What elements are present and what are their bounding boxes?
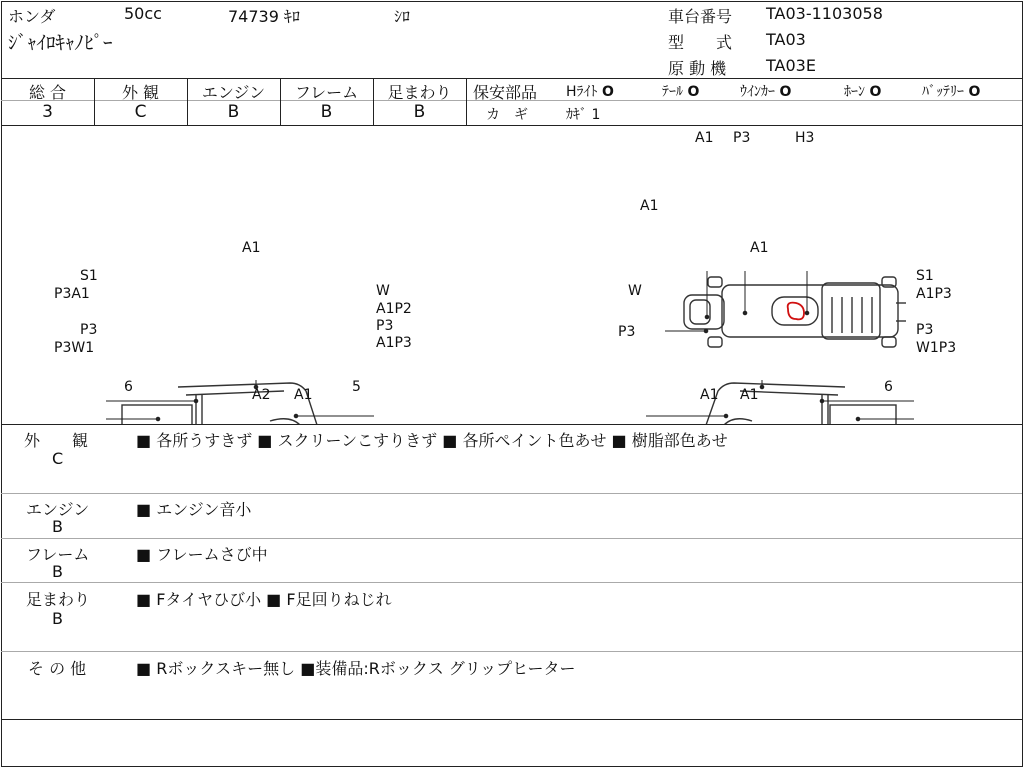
left-label-a1-bottom: A1 — [294, 387, 313, 403]
divider — [1, 424, 1022, 425]
top-label-a1-side: A1 — [640, 198, 659, 214]
divider — [1, 78, 1022, 79]
right-label-w1p3: W1P3 — [916, 340, 957, 356]
remark-grade-engine: B — [52, 517, 63, 536]
remark-label-frame: フレーム — [26, 545, 90, 564]
remark-label-suspension: 足まわり — [26, 590, 91, 609]
right-label-p3-left: P3 — [618, 324, 636, 340]
displacement: 50cc — [124, 4, 162, 23]
remark-text-other: ■ Rボックスキー無し ■装備品:Rボックス グリップヒーター — [136, 659, 576, 678]
left-label-p3-mid: P3 — [376, 318, 394, 334]
left-label-p3: P3 — [80, 322, 98, 338]
remark-grade-frame: B — [52, 562, 63, 581]
left-label-p3a1: P3A1 — [54, 286, 90, 302]
model-name: ｼﾞｬｲﾛｷｬﾉﾋﾟｰ — [8, 32, 113, 54]
left-label-s1: S1 — [80, 268, 98, 284]
remark-label-exterior: 外 観 — [24, 431, 89, 450]
right-label-p3-right: P3 — [916, 322, 934, 338]
left-label-a1-roof: A1 — [242, 240, 261, 256]
right-label-a1p3: A1P3 — [916, 286, 952, 302]
right-label-a1-roof: A1 — [750, 240, 769, 256]
top-view-drawing — [684, 277, 906, 347]
grade-header-frame: フレーム — [294, 83, 359, 102]
remark-text-frame: ■ フレームさび中 — [136, 545, 268, 564]
safety-item-battery: ﾊﾞｯﾃﾘｰ O — [922, 84, 981, 100]
divider — [1, 538, 1022, 539]
left-label-a2: A2 — [252, 387, 271, 403]
grade-overall: 3 — [42, 102, 53, 122]
right-label-a1-bottom-2: A1 — [740, 387, 759, 403]
safety-item-headlight: Hﾗｲﾄ O — [566, 84, 614, 100]
safety-item-horn: ﾎｰﾝ O — [844, 84, 882, 100]
grade-suspension: B — [413, 102, 426, 122]
divider — [1, 719, 1022, 720]
safety-item-tail: ﾃｰﾙ O — [662, 84, 700, 100]
right-label-a1-bottom-1: A1 — [700, 387, 719, 403]
grade-exterior: C — [134, 102, 147, 122]
engine-value: TA03E — [766, 56, 816, 75]
safety-item-winker: ｳｲﾝｶｰ O — [740, 84, 792, 100]
grade-header-suspension: 足まわり — [387, 83, 452, 102]
grade-header-overall: 総 合 — [28, 83, 67, 102]
remark-text-exterior: ■ 各所うすきず ■ スクリーンこすりきず ■ 各所ペイント色あせ ■ 樹脂部色あせ — [136, 431, 728, 450]
top-label-h3: H3 — [795, 130, 815, 146]
remark-text-suspension: ■ Fタイヤひび小 ■ F足回りねじれ — [136, 590, 392, 609]
left-label-a1p3: A1P3 — [376, 335, 412, 351]
left-label-w: W — [376, 283, 390, 299]
maker: ホンダ — [8, 7, 56, 26]
grade-header-engine: エンジン — [201, 83, 266, 102]
remark-grade-exterior: C — [52, 449, 64, 468]
safety-title: 保安部品 — [473, 83, 538, 102]
frame-no: TA03-1103058 — [766, 4, 883, 23]
divider — [466, 78, 467, 125]
divider — [1, 582, 1022, 583]
remark-text-engine: ■ エンジン音小 — [136, 500, 252, 519]
right-label-6: 6 — [884, 379, 893, 395]
mileage: 74739 ｷﾛ — [228, 7, 300, 26]
grade-engine: B — [227, 102, 240, 122]
right-label-w: W — [628, 283, 642, 299]
top-label-a1: A1 — [695, 130, 714, 146]
top-label-p3: P3 — [733, 130, 751, 146]
key-label: カ ギ — [486, 107, 528, 123]
remark-label-other: そ の 他 — [28, 659, 87, 678]
left-label-p3w1: P3W1 — [54, 340, 95, 356]
vehicle-diagram — [0, 125, 1024, 425]
body-color: ｼﾛ — [394, 7, 411, 26]
left-label-6: 6 — [124, 379, 133, 395]
divider — [1, 493, 1022, 494]
grade-header-exterior: 外 観 — [121, 83, 160, 102]
grade-frame: B — [320, 102, 333, 122]
engine-label: 原 動 機 — [668, 59, 727, 78]
type-value: TA03 — [766, 30, 806, 49]
left-label-5: 5 — [352, 379, 361, 395]
left-label-a1p2: A1P2 — [376, 301, 412, 317]
frame-no-label: 車台番号 — [668, 7, 733, 26]
right-label-s1: S1 — [916, 268, 934, 284]
divider — [1, 651, 1022, 652]
type-label: 型 式 — [668, 33, 733, 52]
key-value: ｶｷﾞ 1 — [566, 107, 601, 123]
remark-label-engine: エンジン — [26, 500, 90, 519]
remark-grade-suspension: B — [52, 609, 63, 628]
